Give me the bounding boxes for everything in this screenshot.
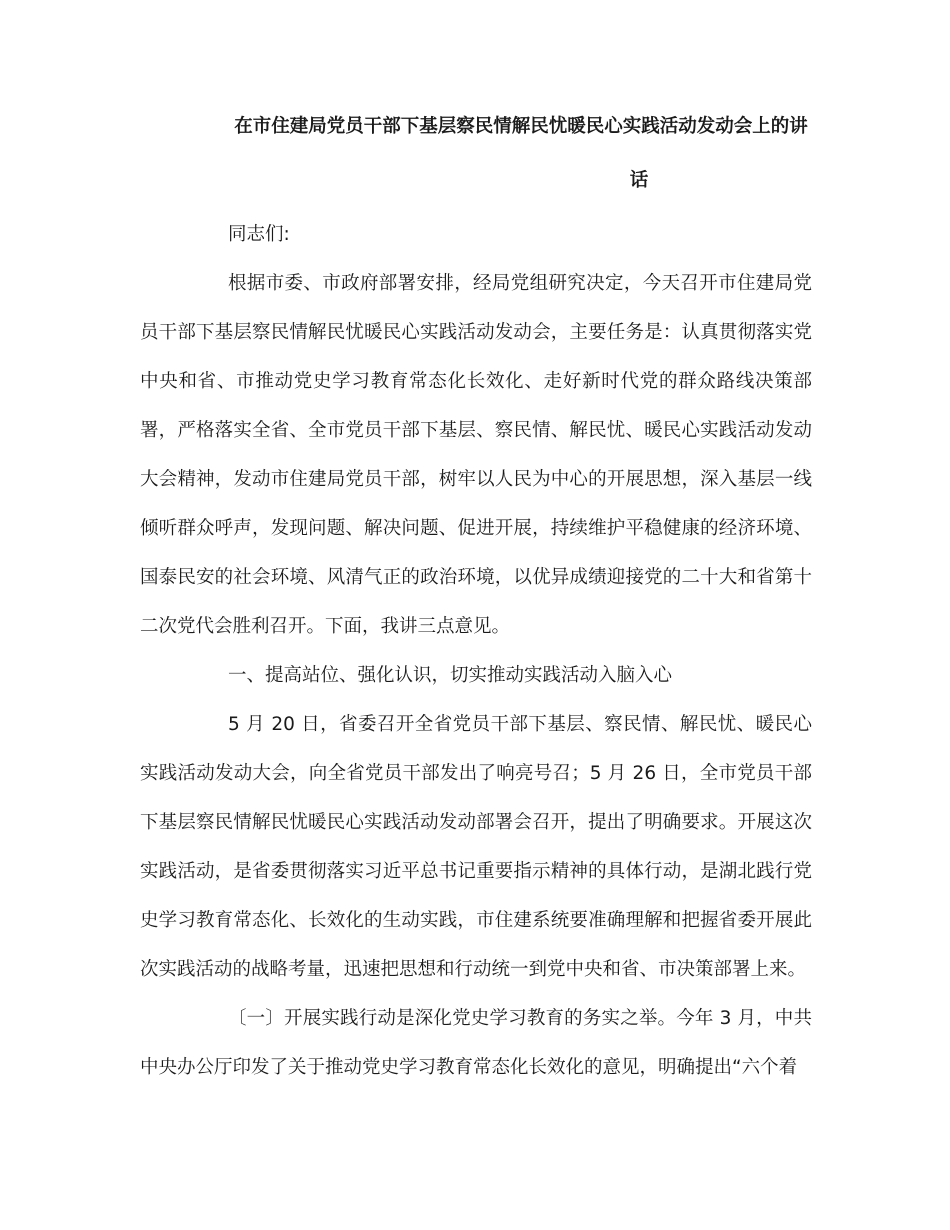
salutation: 同志们: xyxy=(228,224,290,245)
document-body xyxy=(140,100,812,1092)
section-heading-1: 一、提高站位、强化认识，切实推动实践活动入脑入心 xyxy=(228,665,673,686)
paragraph-intro: 根据市委、市政府部署安排，经局党组研究决定，今天召开市住建局党员干部下基层察民情解民忧暖民心实践活动发动会，主要任务是：认真贯彻落实党中央和省、市推动党史学习教育常态化长效化、走好新时代党的群众路线决策部署，严格落实全省、全市党员干部下基层、察民情、解民忧、暖民心实践活动发动大会精神，发动市住建局党员干部，树牢以人民为中心的开展思想，深入基层一线倾听群众呼声，发现问题、解决问题、促进开展，持续维护平稳健康的经济环境、国泰民安的社会环境、风清气正的政治环境，以优异成绩迎接党的二十大和省第十二次党代会胜利召开。下面，我讲三点意见。 xyxy=(140,273,812,637)
paragraph-subsection-1: 〔一〕开展实践行动是深化党史学习教育的务实之举。今年 3 月，中共中央办公厅印发了关于推动党史学习教育常态化长效化的意见，明确提出“六个着 xyxy=(140,1008,812,1078)
document-title-line-1: 在市住建局党员干部下基层察民情解民忧暖民心实践活动发动会上的讲 xyxy=(234,116,808,137)
document-title-line-2: 话 xyxy=(629,170,649,191)
document-title xyxy=(140,100,812,208)
paragraph-section-1: 5 月 20 日，省委召开全省党员干部下基层、察民情、解民忧、暖民心实践活动发动大会，向全省党员干部发出了响亮号召；5 月 26 日，全市党员干部下基层察民情解民忧暖民心实践活动发动部署会召开，提出了明确要求。开展这次实践活动，是省委贯彻落实习近平总书记重要指示精神的具体行动，是湖北践行党史学习教育常态化、长效化的生动实践，市住建系统要准确理解和把握省委开展此次实践活动的战略考量，迅速把思想和行动统一到党中央和省、市决策部署上来。 xyxy=(140,714,812,980)
